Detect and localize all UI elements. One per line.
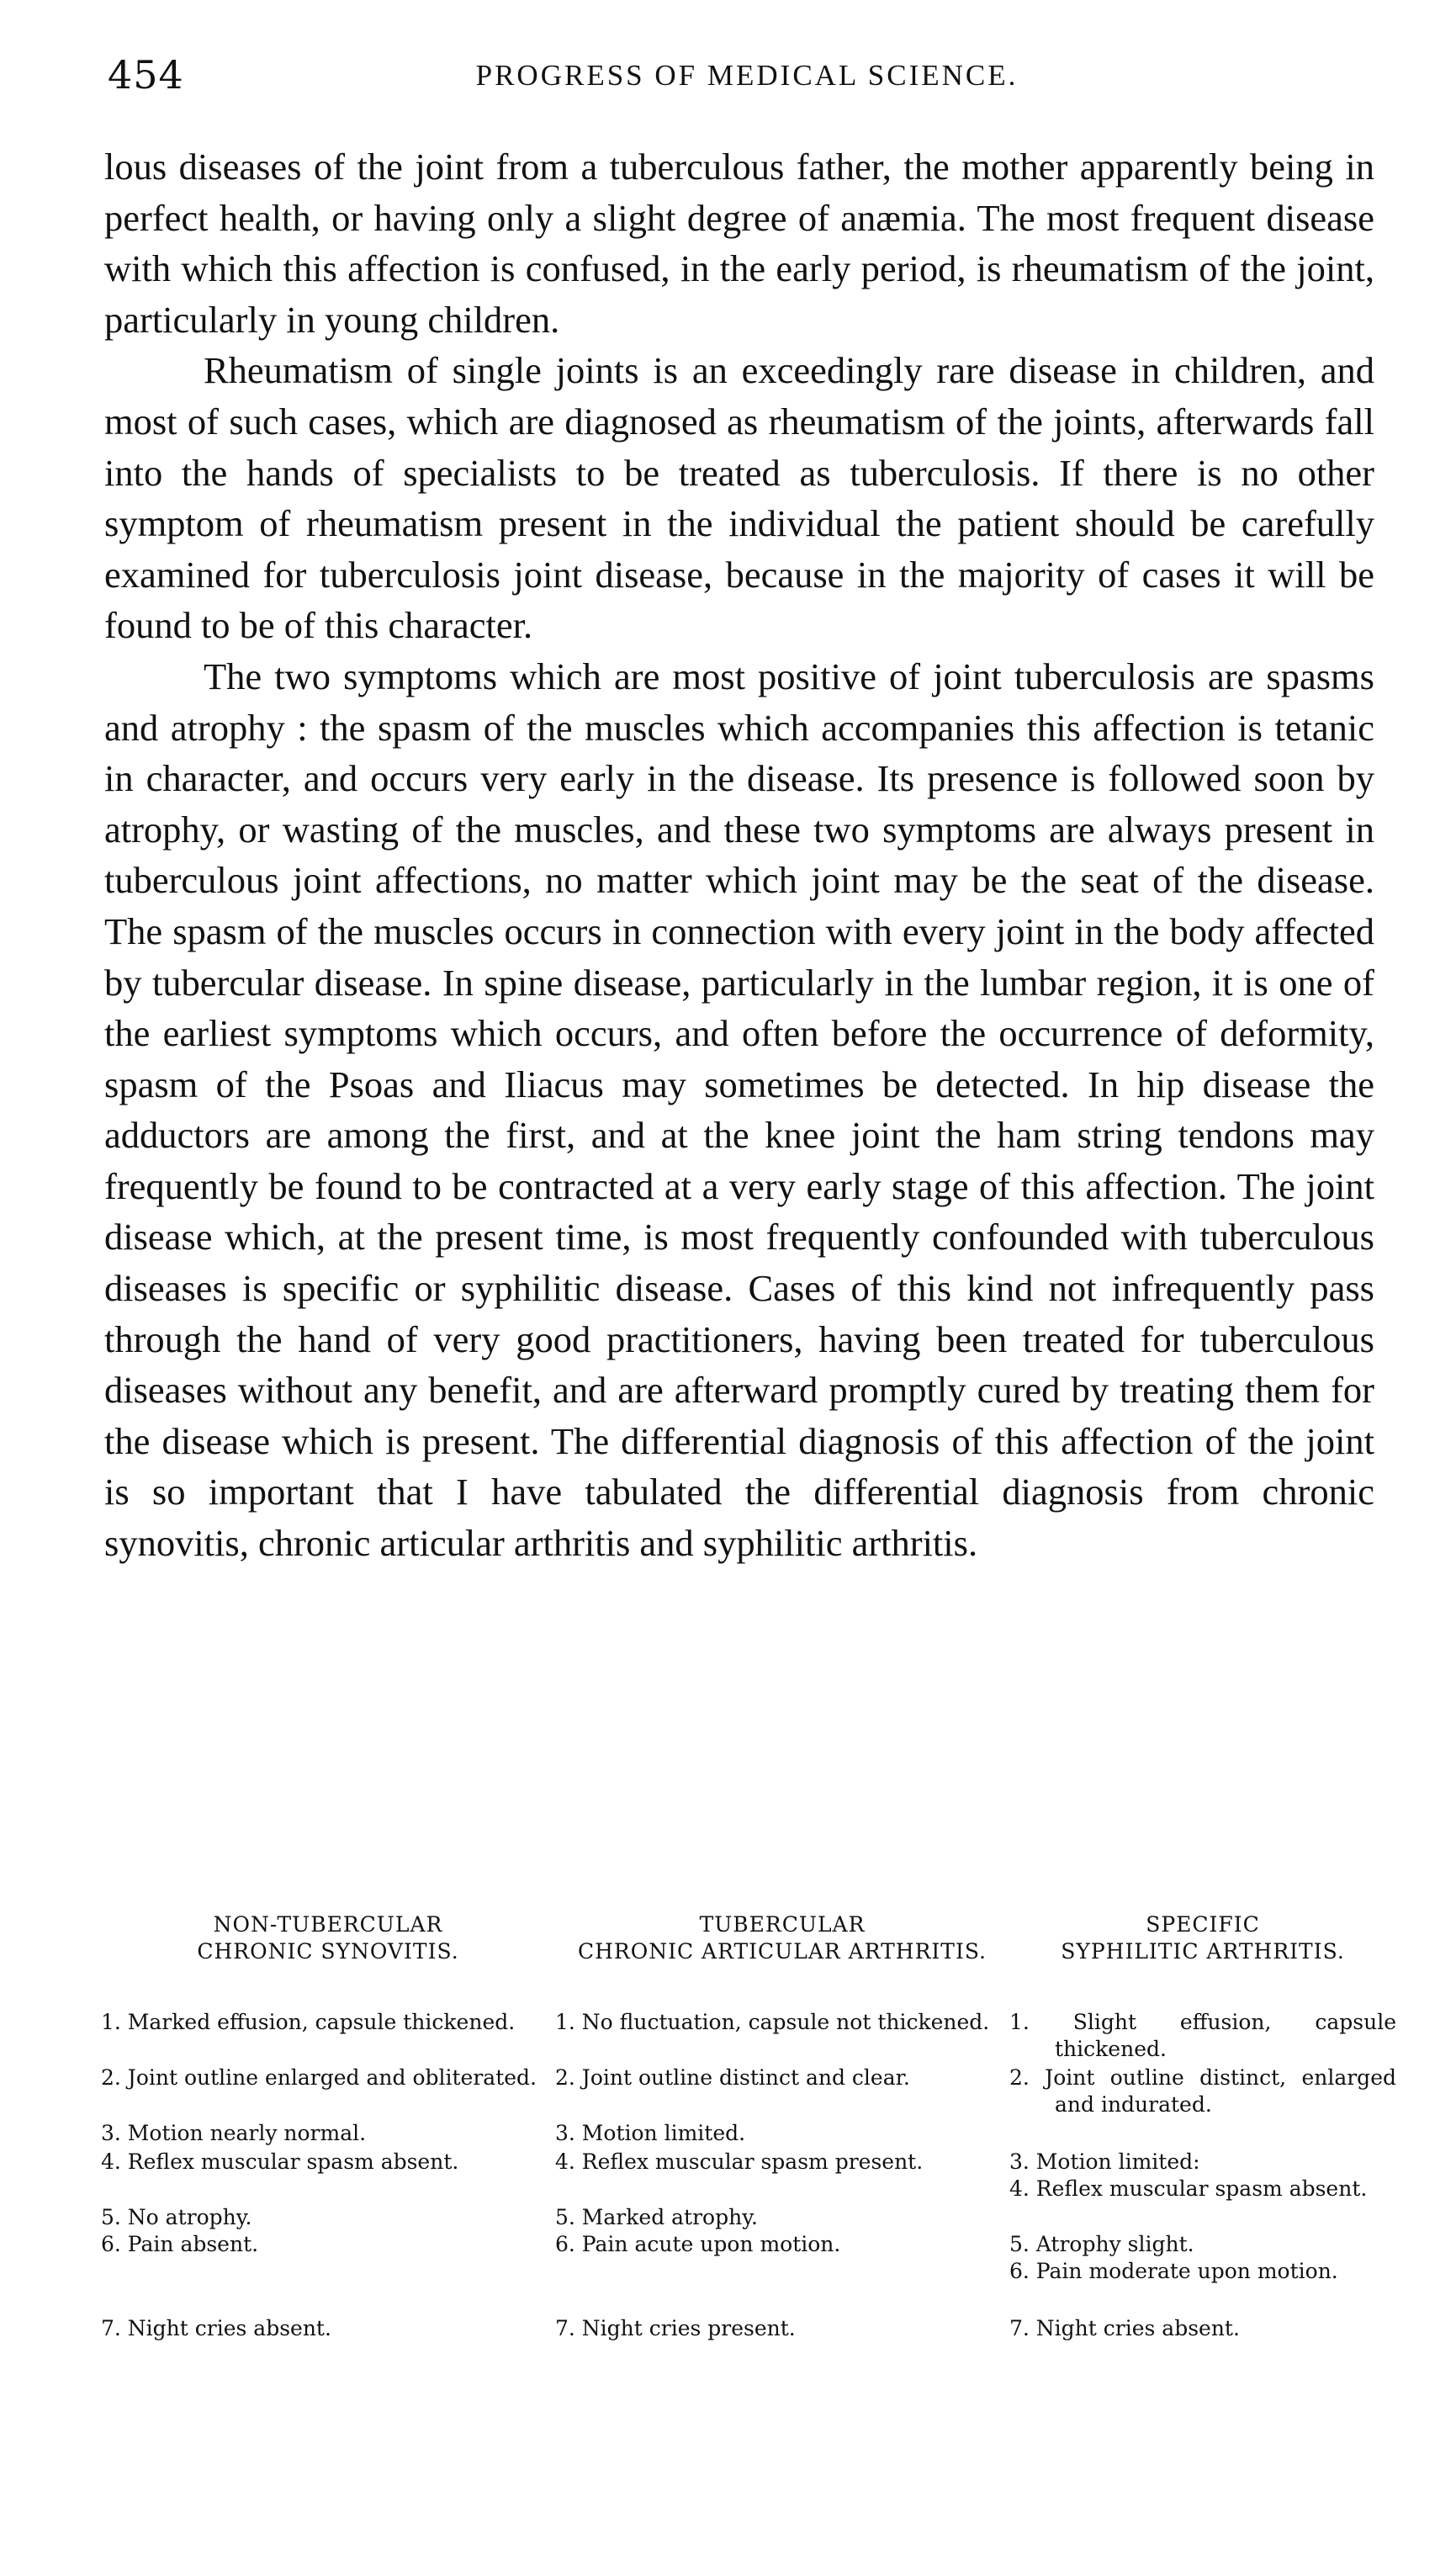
column-heading: TUBERCULAR CHRONIC ARTICULAR ARTHRITIS. bbox=[577, 1912, 987, 1964]
column-heading: NON-TUBERCULAR CHRONIC SYNOVITIS. bbox=[197, 1912, 459, 1964]
table-cell: 3. Motion nearly normal. bbox=[101, 2121, 367, 2145]
table-cell: 5. Marked atrophy. bbox=[555, 2205, 758, 2229]
running-title: PROGRESS OF MEDICAL SCIENCE. bbox=[475, 59, 1019, 92]
page-header bbox=[108, 52, 1386, 119]
table-cell: 5. No atrophy. bbox=[101, 2205, 252, 2229]
table-cell: 2. Joint outline enlarged and obliterated. bbox=[101, 2065, 537, 2090]
table-cell: 2. Joint outline distinct and clear. bbox=[555, 2065, 910, 2090]
table-cell: 7. Night cries absent. bbox=[1009, 2316, 1240, 2340]
paragraph: lous diseases of the joint from a tuberculous father, the mother apparently being in perfect health, or having only a slight degree of anæmia. The most frequent disease with which this affection is confused, in the early period, is rheumatism of the joint, particularly in young children. bbox=[104, 146, 1374, 341]
page-number: 454 bbox=[108, 52, 184, 98]
table-cell: 5. Atrophy slight. bbox=[1009, 2232, 1194, 2256]
table-cell: 3. Motion limited: bbox=[1009, 2149, 1200, 2174]
paragraph: Rheumatism of single joints is an exceedingly rare disease in children, and most of such cases, which are diagnosed as rheumatism of the joints, afterwards fall into the hands of specialists to be treated as tuberculosis. If there is no other symptom of rheumatism present in the individual the patient should be carefully examined for tuberculosis joint disease, because in the majority of cases it will be found to be of this character. bbox=[104, 349, 1374, 647]
table-cell: 2. Joint outline distinct, enlarged and indurated. bbox=[1009, 2065, 1396, 2117]
table-cell: 7. Night cries present. bbox=[555, 2316, 796, 2340]
table-cell: 4. Reflex muscular spasm present. bbox=[555, 2149, 924, 2174]
table-cell: 6. Pain absent. bbox=[101, 2232, 259, 2256]
table-column-synovitis bbox=[101, 1911, 555, 2340]
table-cell: 4. Reflex muscular spasm absent. bbox=[101, 2149, 459, 2174]
table-cell: 1. Slight effusion, capsule thickened. bbox=[1009, 2010, 1396, 2061]
table-cell: 7. Night cries absent. bbox=[101, 2316, 331, 2340]
table-cell: 6. Pain acute upon motion. bbox=[555, 2232, 841, 2256]
table-cell: 1. Marked effusion, capsule thickened. bbox=[101, 2010, 516, 2034]
body-text bbox=[104, 141, 1374, 1569]
column-heading: SPECIFIC SYPHILITIC ARTHRITIS. bbox=[1061, 1912, 1345, 1964]
table-column-tubercular bbox=[555, 1911, 1009, 2340]
table-cell: 1. No fluctuation, capsule not thickened. bbox=[555, 2010, 990, 2034]
table-cell: 4. Reflex muscular spasm absent. bbox=[1009, 2176, 1368, 2201]
paragraph: The two symptoms which are most positive of joint tuberculosis are spasms and atrophy : the spasm of the muscles which accompanies this affection is tetanic in character, and occurs very early in the disease. Its presence is followed soon by atrophy, or wasting of the muscles, and these two symptoms are always present in tuberculous joint affections, no matter which joint may be the seat of the disease. The spasm of the muscles occurs in connection with every joint in the body affected by tubercular disease. In spine disease, particularly in the lumbar region, it is one of the earliest symptoms which occurs, and often before the occurrence of deformity, spasm of the Psoas and Iliacus may sometimes be detected. In hip disease the adductors are among the first, and at the knee joint the ham string tendons may frequently be found to be contracted at a very early stage of this affection. The joint disease which, at the present time, is most frequently confounded with tuberculous diseases is specific or syphilitic disease. Cases of this kind not infrequently pass through the hand of very good practitioners, having been treated for tuberculous diseases without any benefit, and are afterward promptly cured by treating them for the disease which is present. The differential diagnosis of this affection of the joint is so important that I have tabulated the differential diagnosis from chronic synovitis, chronic articular arthritis and syphilitic arthritis. bbox=[104, 655, 1374, 1565]
table-cell: 3. Motion limited. bbox=[555, 2121, 746, 2145]
table-cell: 6. Pain moderate upon motion. bbox=[1009, 2259, 1338, 2283]
table-column-syphilitic bbox=[1009, 1911, 1396, 2340]
